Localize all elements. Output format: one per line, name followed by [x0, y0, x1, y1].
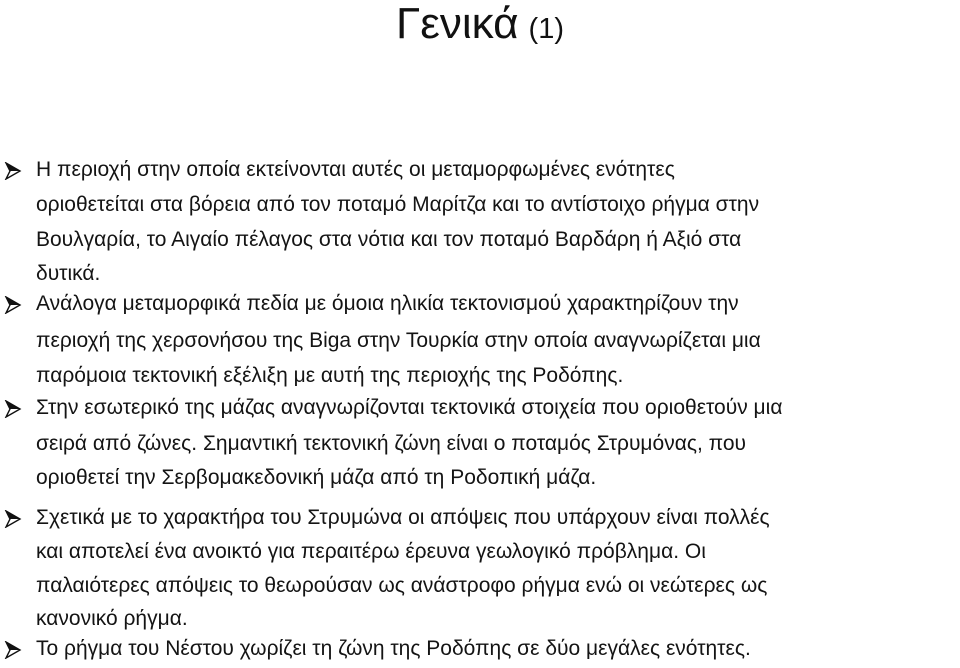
slide-title-number: (1)	[528, 13, 564, 45]
arrowhead-bullet-icon	[4, 296, 22, 314]
bullet-text-line: παρόμοια τεκτονική εξέλιξη με αυτή της περιοχής της Ροδόπης.	[36, 364, 624, 387]
arrowhead-bullet-icon	[4, 510, 22, 528]
bullet-text-line: και αποτελεί ένα ανοικτό για περαιτέρω έρευνα γεωλογικό πρόβλημα. Οι	[36, 540, 706, 563]
bullet-text-line: Στην εσωτερικό της μάζας αναγνωρίζονται τεκτονικά στοιχεία που οριοθετούν μια	[36, 396, 783, 419]
bullet-text-line: δυτικά.	[36, 262, 101, 285]
bullet-text-line: Βουλγαρία, το Αιγαίο πέλαγος στα νότια και τον ποταμό Βαρδάρη ή Αξιό στα	[36, 228, 742, 251]
slide-title-main: Γενικά	[396, 0, 519, 48]
arrowhead-bullet-icon	[4, 641, 22, 659]
bullet-text-line: Ανάλογα μεταμορφικά πεδία με όμοια ηλικία τεκτονισμού χαρακτηρίζουν την	[36, 292, 739, 315]
bullet-text-line: παλαιότερες απόψεις το θεωρούσαν ως ανάστροφο ρήγμα ενώ οι νεώτερες ως	[36, 574, 768, 597]
bullet-text-line: οριοθετεί την Σερβομακεδονική μάζα από τη Ροδοπική μάζα.	[36, 466, 597, 489]
bullet-text-line: Σχετικά με το χαρακτήρα του Στρυμώνα οι απόψεις που υπάρχουν είναι πολλές	[36, 506, 770, 529]
arrowhead-bullet-icon	[4, 400, 22, 418]
bullet-text-line: Το ρήγμα του Νέστου χωρίζει τη ζώνη της Ροδόπης σε δύο μεγάλες ενότητες.	[36, 637, 751, 660]
bullet-text-line: οριοθετείται στα βόρεια από τον ποταμό Μαρίτζα και το αντίστοιχο ρήγμα στην	[36, 193, 760, 216]
arrowhead-bullet-icon	[4, 162, 22, 180]
bullet-text-line: περιοχή της χερσονήσου της Biga στην Τουρκία στην οποία αναγνωρίζεται μια	[36, 329, 761, 352]
bullet-text-line: Η περιοχή στην οποία εκτείνονται αυτές οι μεταμορφωμένες ενότητες	[36, 158, 675, 181]
bullet-text-line: κανονικό ρήγμα.	[36, 607, 188, 630]
bullet-text-line: σειρά από ζώνες. Σημαντική τεκτονική ζώνη είναι ο ποταμός Στρυμόνας, που	[36, 432, 747, 455]
